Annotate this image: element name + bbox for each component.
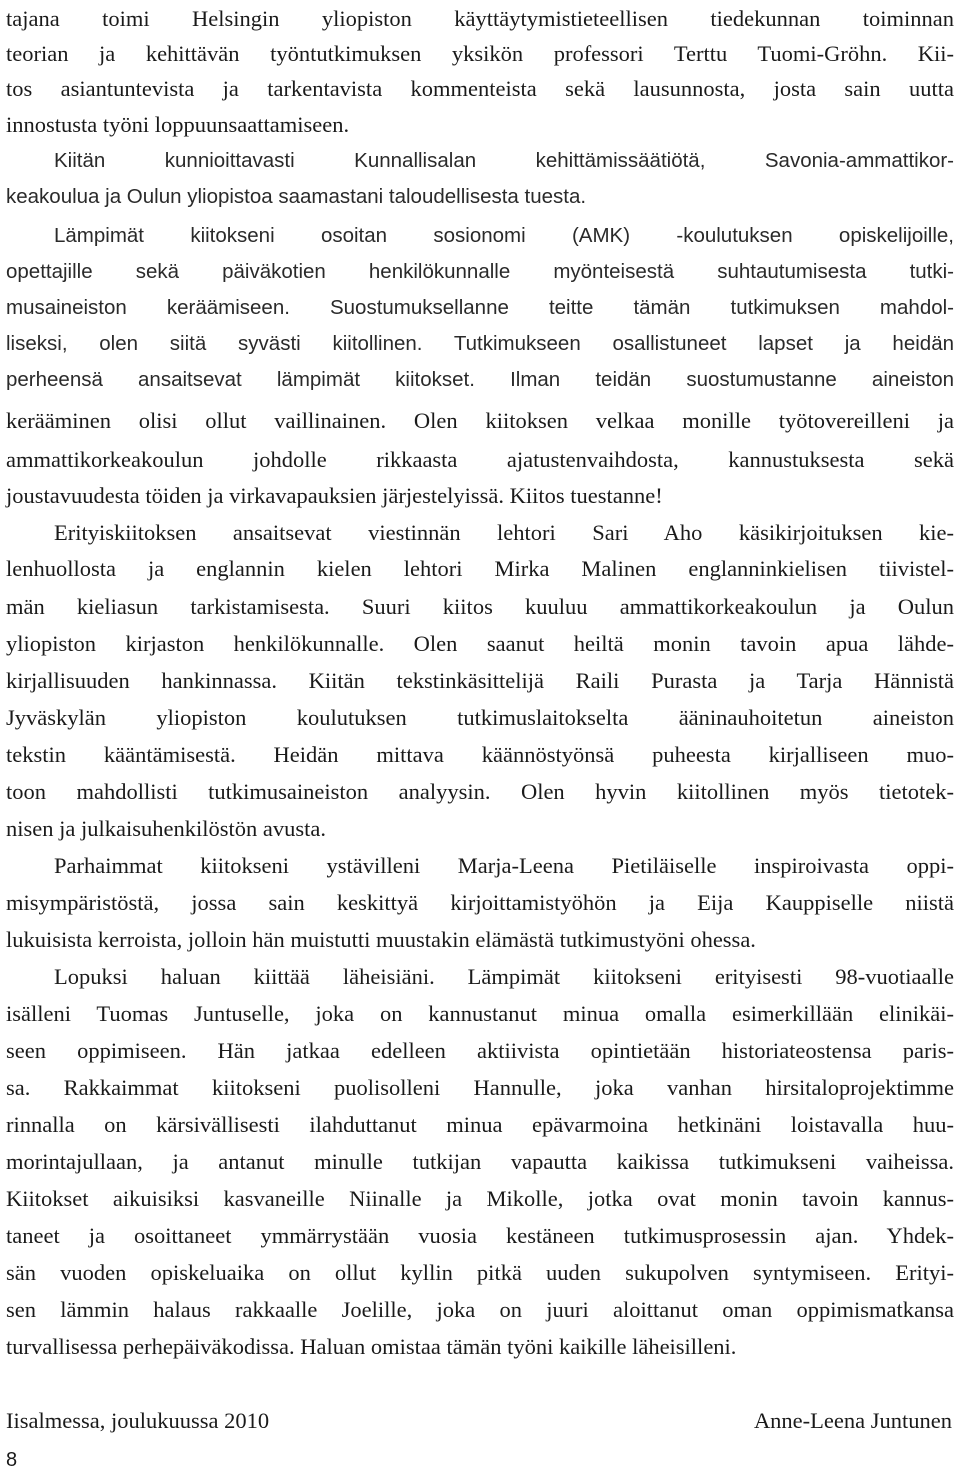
text-line: sa. Rakkaimmat kiitokseni puolisolleni Hannulle, joka vanhan hirsitaloprojektimme (6, 1075, 954, 1100)
text-line: Kiitän kunnioittavasti Kunnallisalan kehittämissäätiötä, Savonia-ammattikor- (54, 149, 954, 172)
text-line: Lopuksi haluan kiittää läheisiäni. Lämpimät kiitokseni erityisesti 98-vuotiaalle (54, 964, 954, 989)
text-line: misympäristöstä, jossa sain keskittyä kirjoittamistyöhön ja Eija Kauppiselle niistä (6, 890, 954, 915)
document-page (6, 0, 954, 1480)
text-line: lenhuollosta ja englannin kielen lehtori Mirka Malinen englanninkielisen tiivistel- (6, 556, 954, 581)
text-line: toon mahdollisti tutkimusaineiston analyysin. Olen hyvin kiitollinen myös tietotek- (6, 779, 954, 804)
text-line: opettajille sekä päiväkotien henkilökunnalle myönteisestä suhtautumisesta tutki- (6, 260, 954, 283)
text-line: yliopiston kirjaston henkilökunnalle. Olen saanut heiltä monin tavoin apua lähde- (6, 631, 954, 656)
text-line: seen oppimiseen. Hän jatkaa edelleen aktiivista opintietään historiateostensa paris- (6, 1038, 954, 1063)
text-line: kerääminen olisi ollut vaillinainen. Olen kiitoksen velkaa monille työtovereilleni ja (6, 408, 954, 433)
text-line: ammattikorkeakoulun johdolle rikkaasta ajatustenvaihdosta, kannustuksesta sekä (6, 447, 954, 472)
author-signature: Anne-Leena Juntunen (753, 1408, 952, 1433)
text-line: rinnalla on kärsivällisesti ilahduttanut minua epävarmoina hetkinäni loistavalla huu- (6, 1112, 954, 1137)
text-line: kirjallisuuden hankinnassa. Kiitän tekstinkäsittelijä Raili Purasta ja Tarja Hännistä (6, 668, 954, 693)
text-line: Parhaimmat kiitokseni ystävilleni Marja-Leena Pietiläiselle inspiroivasta oppi- (54, 853, 954, 878)
text-line: perheensä ansaitsevat lämpimät kiitokset. Ilman teidän suostumustanne aineiston (6, 368, 954, 391)
text-line: taneet ja osoittaneet ymmärrystään vuosia kestäneen tutkimusprosessin ajan. Yhdek- (6, 1223, 954, 1248)
text-line: Kiitokset aikuisiksi kasvaneille Niinalle ja Mikolle, jotka ovat monin tavoin kannus- (6, 1186, 954, 1211)
text-line: turvallisessa perhepäiväkodissa. Haluan omistaa tämän työni kaikille läheisilleni. (6, 1334, 737, 1359)
text-line: isälleni Tuomas Juntuselle, joka on kannustanut minua omalla esimerkillään elinikäi- (6, 1001, 954, 1026)
text-line: lukuisista kerroista, jolloin hän muistutti muustakin elämästä tutkimustyöni ohessa. (6, 927, 756, 952)
text-line: joustavuudesta töiden ja virkavapauksien järjestelyissä. Kiitos tuestanne! (6, 483, 663, 508)
text-line: sen lämmin halaus rakkaalle Joelille, joka on juuri aloittanut oman oppimismatkansa (6, 1297, 954, 1322)
text-line: teorian ja kehittävän työntutkimuksen yksikön professori Terttu Tuomi-Gröhn. Kii- (6, 41, 954, 66)
text-line: morintajullaan, ja antanut minulle tutkijan vapautta kaikissa tutkimukseni vaiheissa. (6, 1149, 954, 1174)
text-line: liseksi, olen siitä syvästi kiitollinen. Tutkimukseen osallistuneet lapset ja heidän (6, 332, 954, 355)
text-line: tos asiantuntevista ja tarkentavista kommenteista sekä lausunnosta, josta sain uutta (6, 76, 954, 101)
text-line: innostusta työni loppuunsaattamiseen. (6, 112, 350, 137)
text-line: Jyväskylän yliopiston koulutuksen tutkimuslaitokselta ääninauhoitetun aineiston (6, 705, 954, 730)
text-line: Lämpimät kiitokseni osoitan sosionomi (AMK) -koulutuksen opiskelijoille, (54, 224, 954, 247)
text-line: tekstin kääntämisestä. Heidän mittava käännöstyönsä puheesta kirjalliseen muo- (6, 742, 954, 767)
text-line: keakoulua ja Oulun yliopistoa saamastani taloudellisesta tuesta. (6, 185, 587, 208)
text-line: sän vuoden opiskeluaika on ollut kyllin pitkä uuden sukupolven syntymiseen. Erityi- (6, 1260, 954, 1285)
place-date: Iisalmessa, joulukuussa 2010 (6, 1408, 270, 1433)
page-number: 8 (6, 1449, 18, 1471)
text-line: män kieliasun tarkistamisesta. Suuri kiitos kuuluu ammattikorkeakoulun ja Oulun (6, 594, 954, 619)
text-line: musaineiston keräämiseen. Suostumuksellanne teitte tämän tutkimuksen mahdol- (6, 296, 954, 319)
text-line: Erityiskiitoksen ansaitsevat viestinnän lehtori Sari Aho käsikirjoituksen kie- (54, 520, 954, 545)
text-line: nisen ja julkaisuhenkilöstön avusta. (6, 816, 326, 841)
text-line: tajana toimi Helsingin yliopiston käyttäytymistieteellisen tiedekunnan toiminnan (6, 6, 954, 31)
